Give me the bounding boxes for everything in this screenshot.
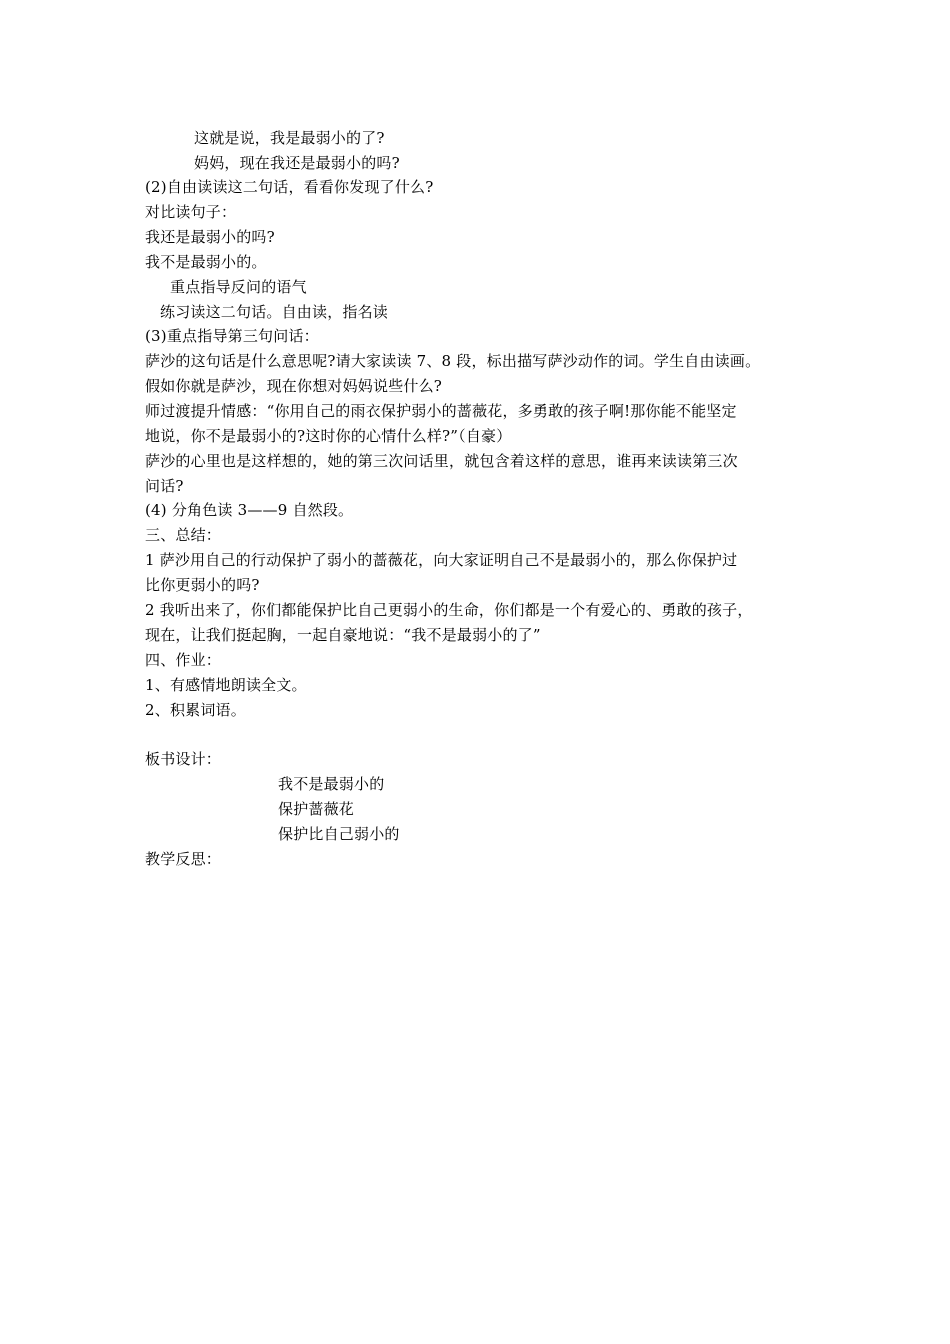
text-line: 妈妈，现在我还是最弱小的吗? bbox=[194, 154, 400, 172]
text-line: (3)重点指导第三句问话： bbox=[145, 327, 319, 345]
section-heading: 四、作业： bbox=[145, 651, 222, 669]
text-line: 练习读这二句话。自由读，指名读 bbox=[160, 303, 389, 321]
text-line: 萨沙的这句话是什么意思呢?请大家读读 7、8 段，标出描写萨沙动作的词。学生自由读画。 bbox=[145, 352, 761, 370]
text-line: 比你更弱小的吗? bbox=[145, 576, 260, 594]
text-line: 2 我听出来了，你们都能保护比自己更弱小的生命，你们都是一个有爱心的、勇敢的孩子， bbox=[145, 601, 753, 619]
text-line: 现在，让我们挺起胸，一起自豪地说：“我不是最弱小的了” bbox=[145, 626, 541, 644]
text-line: 2、积累词语。 bbox=[145, 701, 246, 719]
board-design-line: 保护比自己弱小的 bbox=[278, 825, 400, 843]
text-line: 我还是最弱小的吗? bbox=[145, 228, 275, 246]
text-line: (2)自由读读这二句话，看看你发现了什么? bbox=[145, 178, 434, 196]
text-line: 地说，你不是最弱小的?这时你的心情什么样?”（自豪） bbox=[145, 427, 512, 445]
text-line: (4) 分角色读 3——9 自然段。 bbox=[145, 501, 354, 519]
section-heading: 三、总结： bbox=[145, 526, 222, 544]
text-line: 假如你就是萨沙，现在你想对妈妈说些什么? bbox=[145, 377, 443, 395]
text-line: 1、有感情地朗读全文。 bbox=[145, 676, 307, 694]
text-line: 师过渡提升情感：“你用自己的雨衣保护弱小的蔷薇花，多勇敢的孩子啊!那你能不能坚定 bbox=[145, 402, 737, 420]
text-line: 对比读句子： bbox=[145, 203, 237, 221]
text-line: 1 萨沙用自己的行动保护了弱小的蔷薇花，向大家证明自己不是最弱小的，那么你保护过 bbox=[145, 551, 738, 569]
text-line: 重点指导反问的语气 bbox=[170, 278, 307, 296]
board-design-line: 保护蔷薇花 bbox=[278, 800, 355, 818]
text-line: 这就是说，我是最弱小的了? bbox=[194, 129, 385, 147]
text-line: 我不是最弱小的。 bbox=[145, 253, 267, 271]
board-design-line: 我不是最弱小的 bbox=[278, 775, 385, 793]
text-line: 问话? bbox=[145, 477, 184, 495]
reflection-heading: 教学反思： bbox=[145, 850, 222, 868]
text-line: 萨沙的心里也是这样想的，她的第三次问话里，就包含着这样的意思，谁再来读读第三次 bbox=[145, 452, 738, 470]
board-design-heading: 板书设计： bbox=[145, 750, 222, 768]
